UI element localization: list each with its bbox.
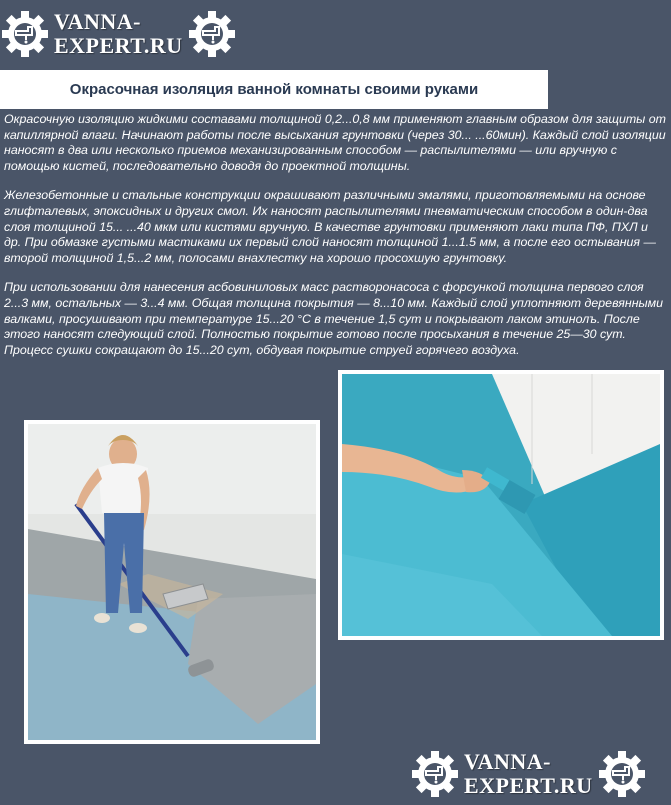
- brush-coating-illustration: [342, 374, 660, 636]
- article-body: [4, 112, 668, 372]
- paragraph-3: При использовании для нанесения асбовиниловых масс растворонасоса с форсункой толщина первого слоя 2...3 мм, остальных — 3...4 мм. Общая толщина покрытия — 8...10 мм. Каждый слой уплотняют деревянными валками, просушивают при температуре 15...20 °С в течение 1,5 сут и покрывают лаком этинолъ. После этого наносят следующий слой. Полностью покрытие готово после просыхания в течение 25—30 сут. Процесс сушки сокращают до 15...20 сут, обдувая покрытие струей горячего воздуха.: [4, 280, 664, 357]
- paragraph-1: Окрасочную изоляцию жидкими составами толщиной 0,2...0,8 мм применяют главным образом для защиты от капиллярной влаги. Начинают работы после высыхания грунтовки (через 30... ...60мин). Каждый слой изоляции наносят в два или несколько приемов механизированным способом — распылителями — или вручную с помощью кистей, последовательно доводя до проектной толщины.: [4, 112, 666, 173]
- photo-floor-rolling: [24, 420, 320, 744]
- gear-faucet-icon: [187, 9, 237, 59]
- gear-faucet-icon: [0, 9, 50, 59]
- gear-faucet-icon: [410, 749, 460, 799]
- paragraph-2: Железобетонные и стальные конструкции окрашивают различными эмалями, приготовляемыми на основе глифталевых, эпоксидных и других смол. Их наносят распылителями пневматическим способом в один-два слоя толщиной 15... ...40 мкм или кистями вручную. В качестве грунтовки применяют лаки типа ПФ, ПХЛ и др. При обмазке густыми мастиками их первый слой наносят толщиной 1...1.5 мм, а после его остывания — второй толщиной 1,5...2 мм, полосами внахлестку на хорошо просохшую грунтовку.: [4, 188, 656, 265]
- logo-line-2: EXPERT.RU: [54, 33, 183, 58]
- photo-brush-coating: [338, 370, 664, 640]
- logo-line-2: EXPERT.RU: [464, 772, 593, 798]
- title-banner: [0, 70, 548, 109]
- page-title: Окрасочная изоляция ванной комнаты своими руками: [69, 81, 479, 98]
- logo-line-1: VANNA-: [54, 9, 141, 34]
- logo-line-1: VANNA-: [464, 748, 551, 774]
- gear-faucet-icon: [597, 749, 647, 799]
- site-logo-bottom[interactable]: [410, 742, 671, 805]
- site-logo-top[interactable]: [0, 0, 260, 68]
- floor-rolling-illustration: [28, 424, 316, 740]
